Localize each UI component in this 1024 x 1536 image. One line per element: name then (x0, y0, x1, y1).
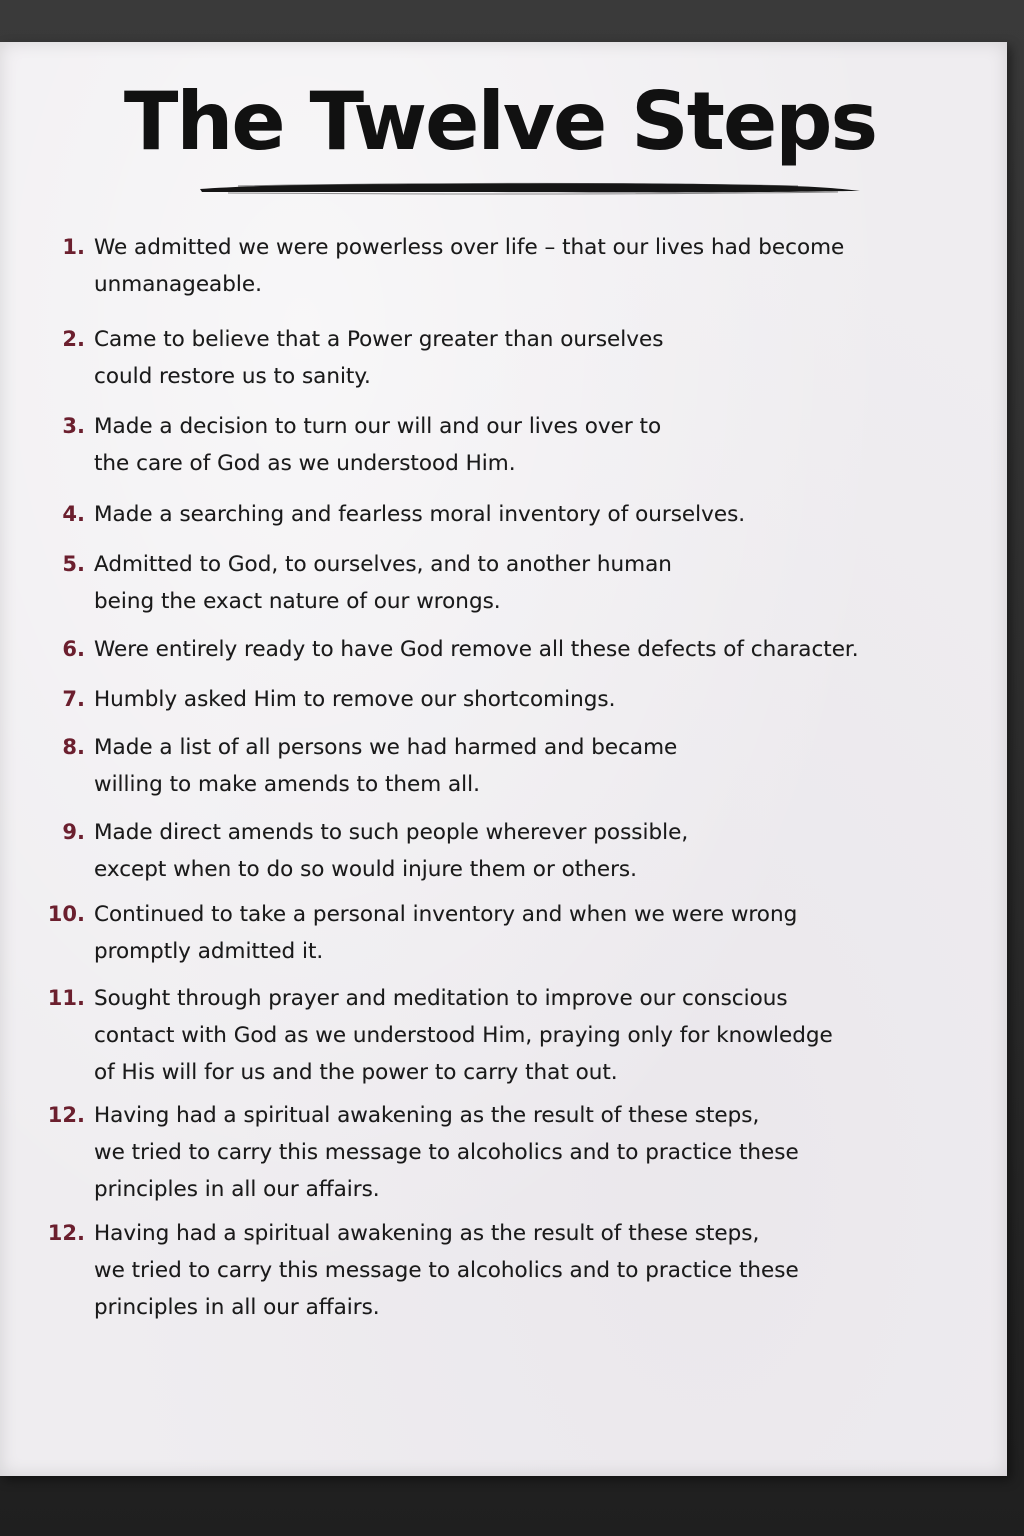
step-number: 12. (47, 1221, 85, 1245)
step-text: Sought through prayer and meditation to improve our conscious contact with God as we understood Him, praying only for knowledge of His will for us and the power to carry that out. (94, 986, 833, 1085)
step-number: 8. (62, 735, 85, 759)
list-item (40, 496, 930, 533)
step-text: Were entirely ready to have God remove all these defects of character. (94, 637, 859, 662)
step-number: 6. (62, 637, 85, 661)
step-number: 7. (62, 687, 85, 711)
step-number: 1. (62, 235, 85, 259)
step-text: Made a decision to turn our will and our lives over to the care of God as we understood Him. (94, 414, 662, 476)
step-text: Admitted to God, to ourselves, and to another human being the exact nature of our wrongs. (94, 552, 672, 614)
step-text: Having had a spiritual awakening as the result of these steps, we tried to carry this message to alcoholics and to practice these principles in all our affairs. (94, 1221, 799, 1320)
step-text: Came to believe that a Power greater than ourselves could restore us to sanity. (94, 327, 664, 389)
step-text: Having had a spiritual awakening as the result of these steps, we tried to carry this message to alcoholics and to practice these principles in all our affairs. (94, 1103, 799, 1202)
list-item (40, 980, 930, 1091)
page-title: The Twelve Steps (123, 75, 877, 168)
list-item (40, 729, 930, 803)
list-item (40, 546, 930, 620)
step-text: Made a list of all persons we had harmed and became willing to make amends to them all. (94, 735, 678, 797)
list-item (40, 896, 930, 970)
list-item (40, 1215, 930, 1326)
list-item (40, 408, 930, 482)
step-number: 5. (62, 552, 85, 576)
list-item (40, 1097, 930, 1208)
list-item (40, 814, 930, 888)
step-text: We admitted we were powerless over life – that our lives had become unmanageable. (94, 235, 845, 297)
step-text: Made a searching and fearless moral inventory of ourselves. (94, 502, 746, 527)
step-number: 9. (62, 820, 85, 844)
brush-stroke-divider (198, 180, 862, 196)
list-item (40, 321, 930, 395)
step-number: 3. (62, 414, 85, 438)
step-number: 12. (47, 1103, 85, 1127)
list-item (40, 229, 930, 303)
poster-paper (0, 42, 1007, 1476)
step-text: Continued to take a personal inventory and when we were wrong promptly admitted it. (94, 902, 798, 964)
step-number: 11. (47, 986, 85, 1010)
step-text: Humbly asked Him to remove our shortcomings. (94, 687, 616, 712)
step-text: Made direct amends to such people wherever possible, except when to do so would injure them or others. (94, 820, 689, 882)
list-item (40, 631, 930, 668)
step-number: 10. (47, 902, 85, 926)
step-number: 4. (62, 502, 85, 526)
step-number: 2. (62, 327, 85, 351)
list-item (40, 681, 930, 718)
